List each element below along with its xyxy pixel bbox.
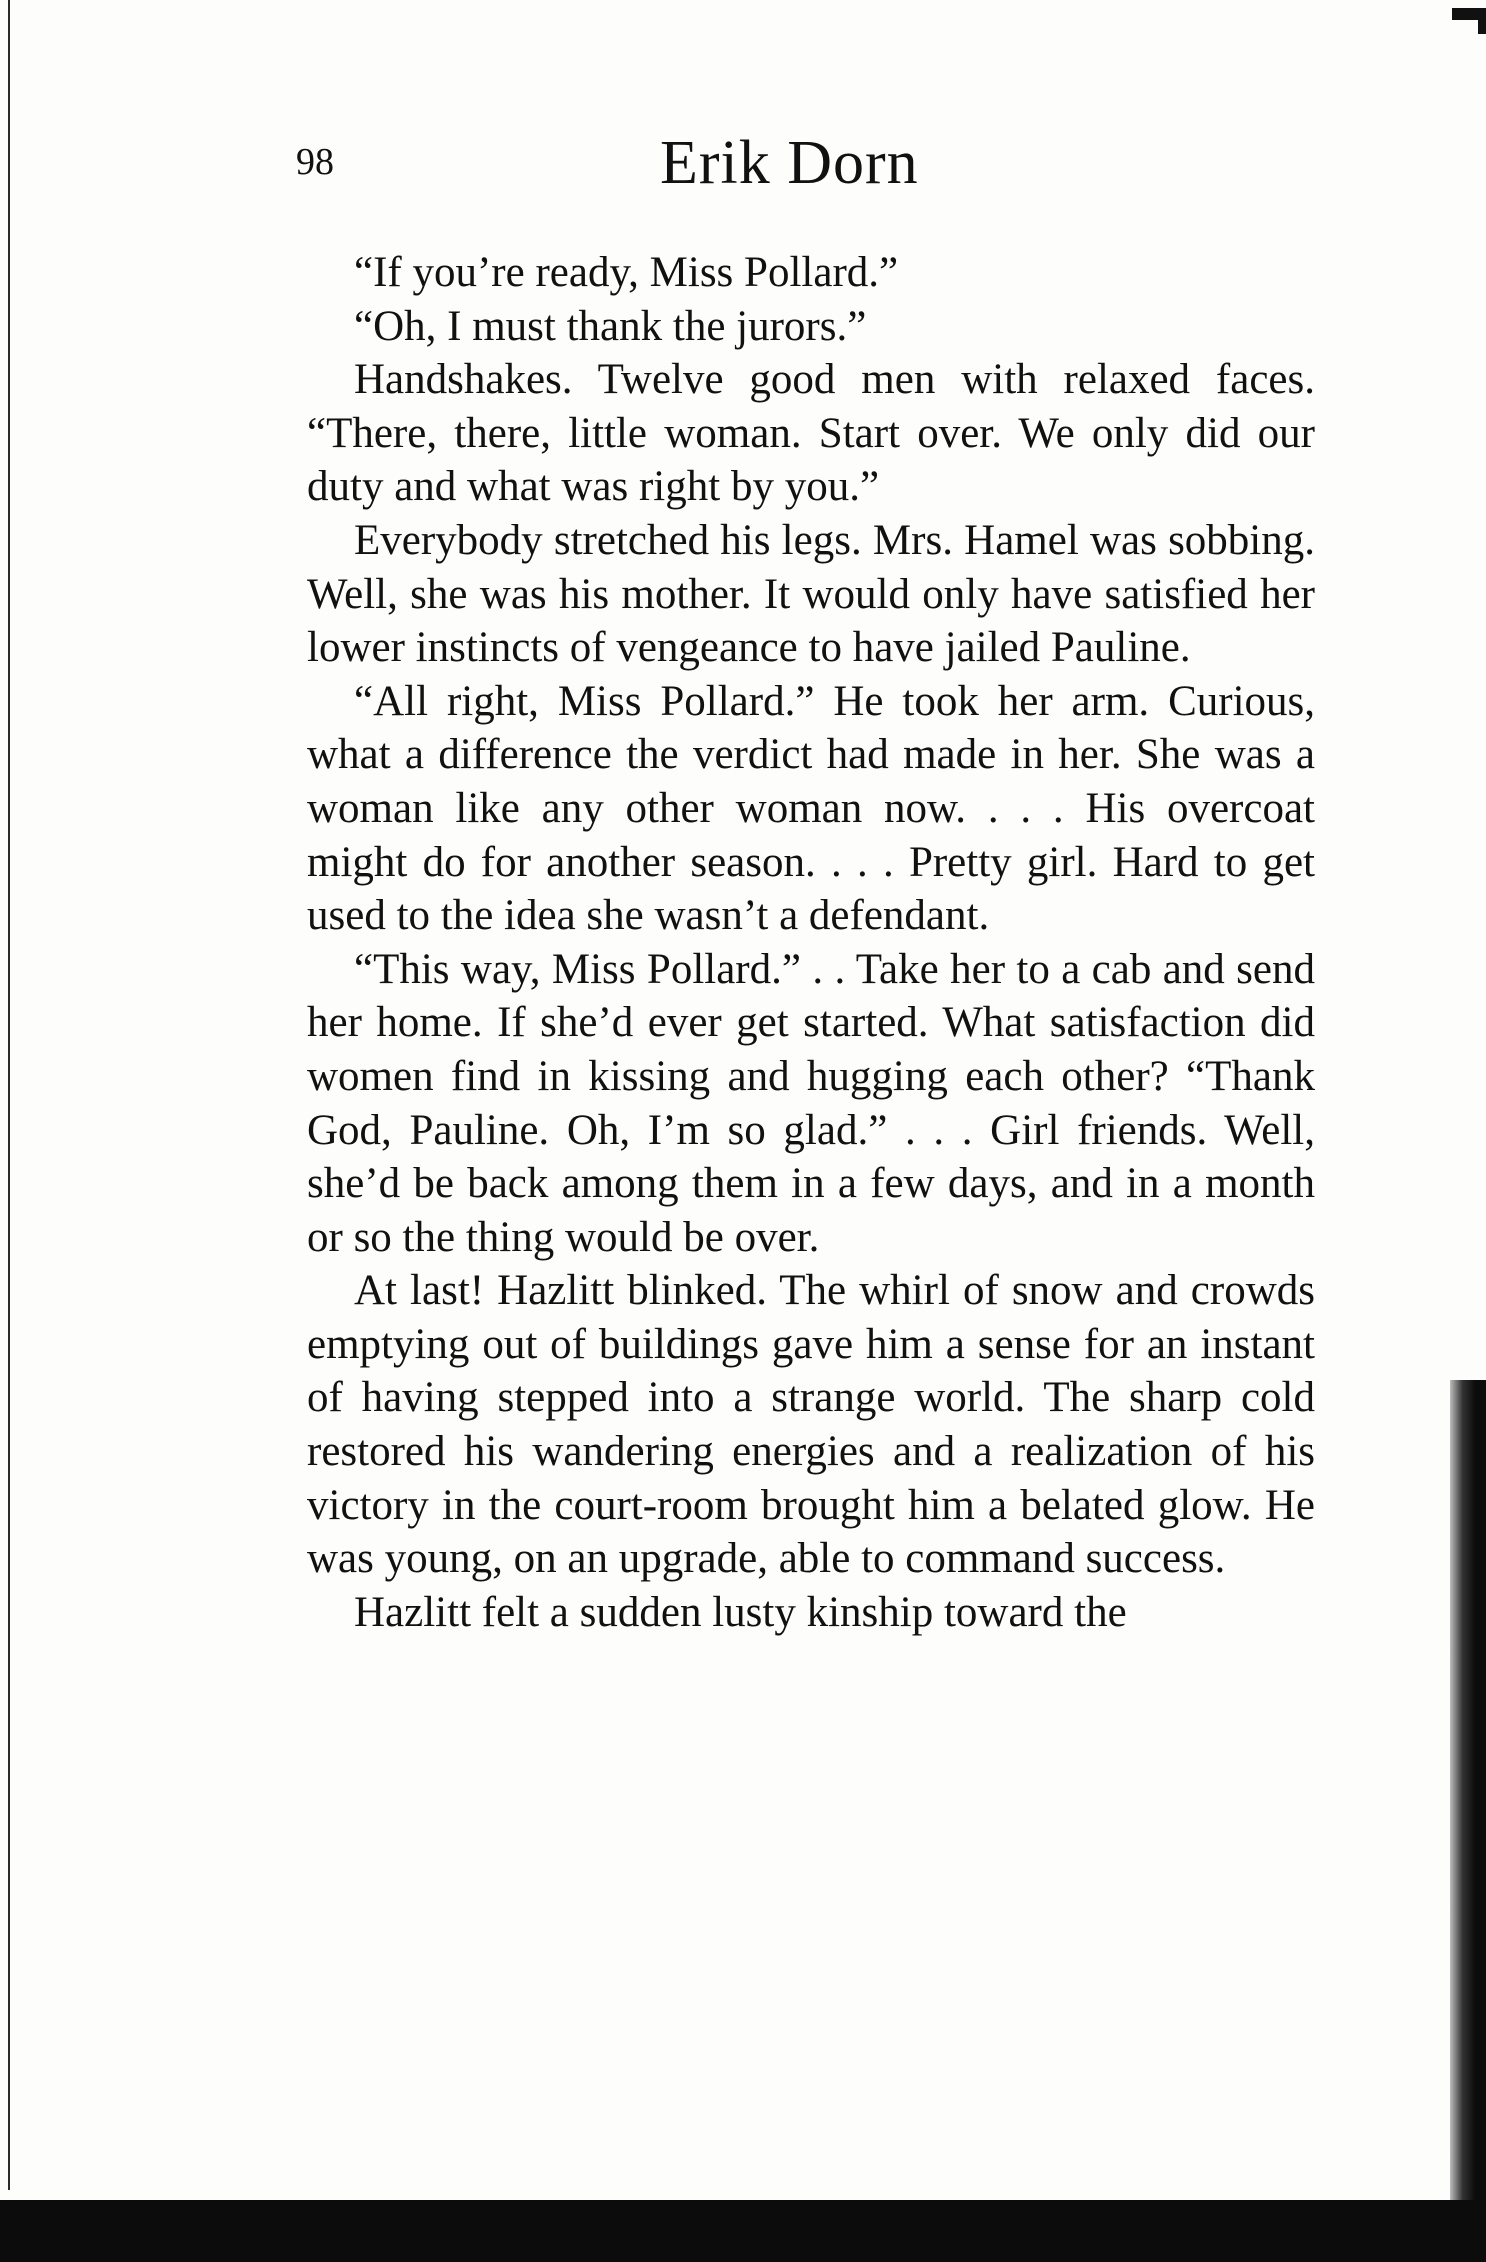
paragraph: Handshakes. Twelve good men with relaxed faces. “There, there, little woman. Start over. We only did our duty and what was right by you.” [307,356,1315,511]
paragraph: “If you’re ready, Miss Pollard.” [354,249,899,296]
running-title: Erik Dorn [660,129,919,197]
paragraph: Hazlitt felt a sudden lusty kinship toward the [354,1588,1127,1636]
paragraph: Everybody stretched his legs. Mrs. Hamel was sobbing. Well, she was his mother. It would only have satisfied her lower instincts of vengeance to have jailed Pauline. [307,516,1315,672]
paragraph: “This way, Miss Pollard.” . . Take her to a cab and send her home. If she’d ever get started. What satisfaction did women find in kissing and hugging each other? “Thank God, Pauline. Oh, I’m so glad.” . . . Girl friends. Well, she’d be back among them in a few days, and in a month or so the thing would be over. [307,945,1315,1261]
page-edge-shadow [1450,1380,1486,2210]
paragraph: “Oh, I must thank the jurors.” [354,302,867,350]
paragraph: At last! Hazlitt blinked. The whirl of snow and crowds emptying out of buildings gave him a sense for an instant of having stepped into a strange world. The sharp cold restored his wandering energies and a realization of his victory in the court-room brought him a belated glow. He was young, on an upgrade, able to command success. [307,1267,1315,1583]
page-header [296,128,1316,208]
body-text [307,246,1315,1639]
paragraph: “All right, Miss Pollard.” He took her arm. Curious, what a difference the verdict had made in her. She was a woman like any other woman now. . . . His overcoat might do for another season. . . . Pretty girl. Hard to get used to the idea she wasn’t a defendant. [307,677,1315,940]
page-number: 98 [296,141,334,183]
scan-bottom-band [0,2200,1486,2262]
corner-mark [1452,8,1486,20]
scan-edge-left [8,0,10,2190]
